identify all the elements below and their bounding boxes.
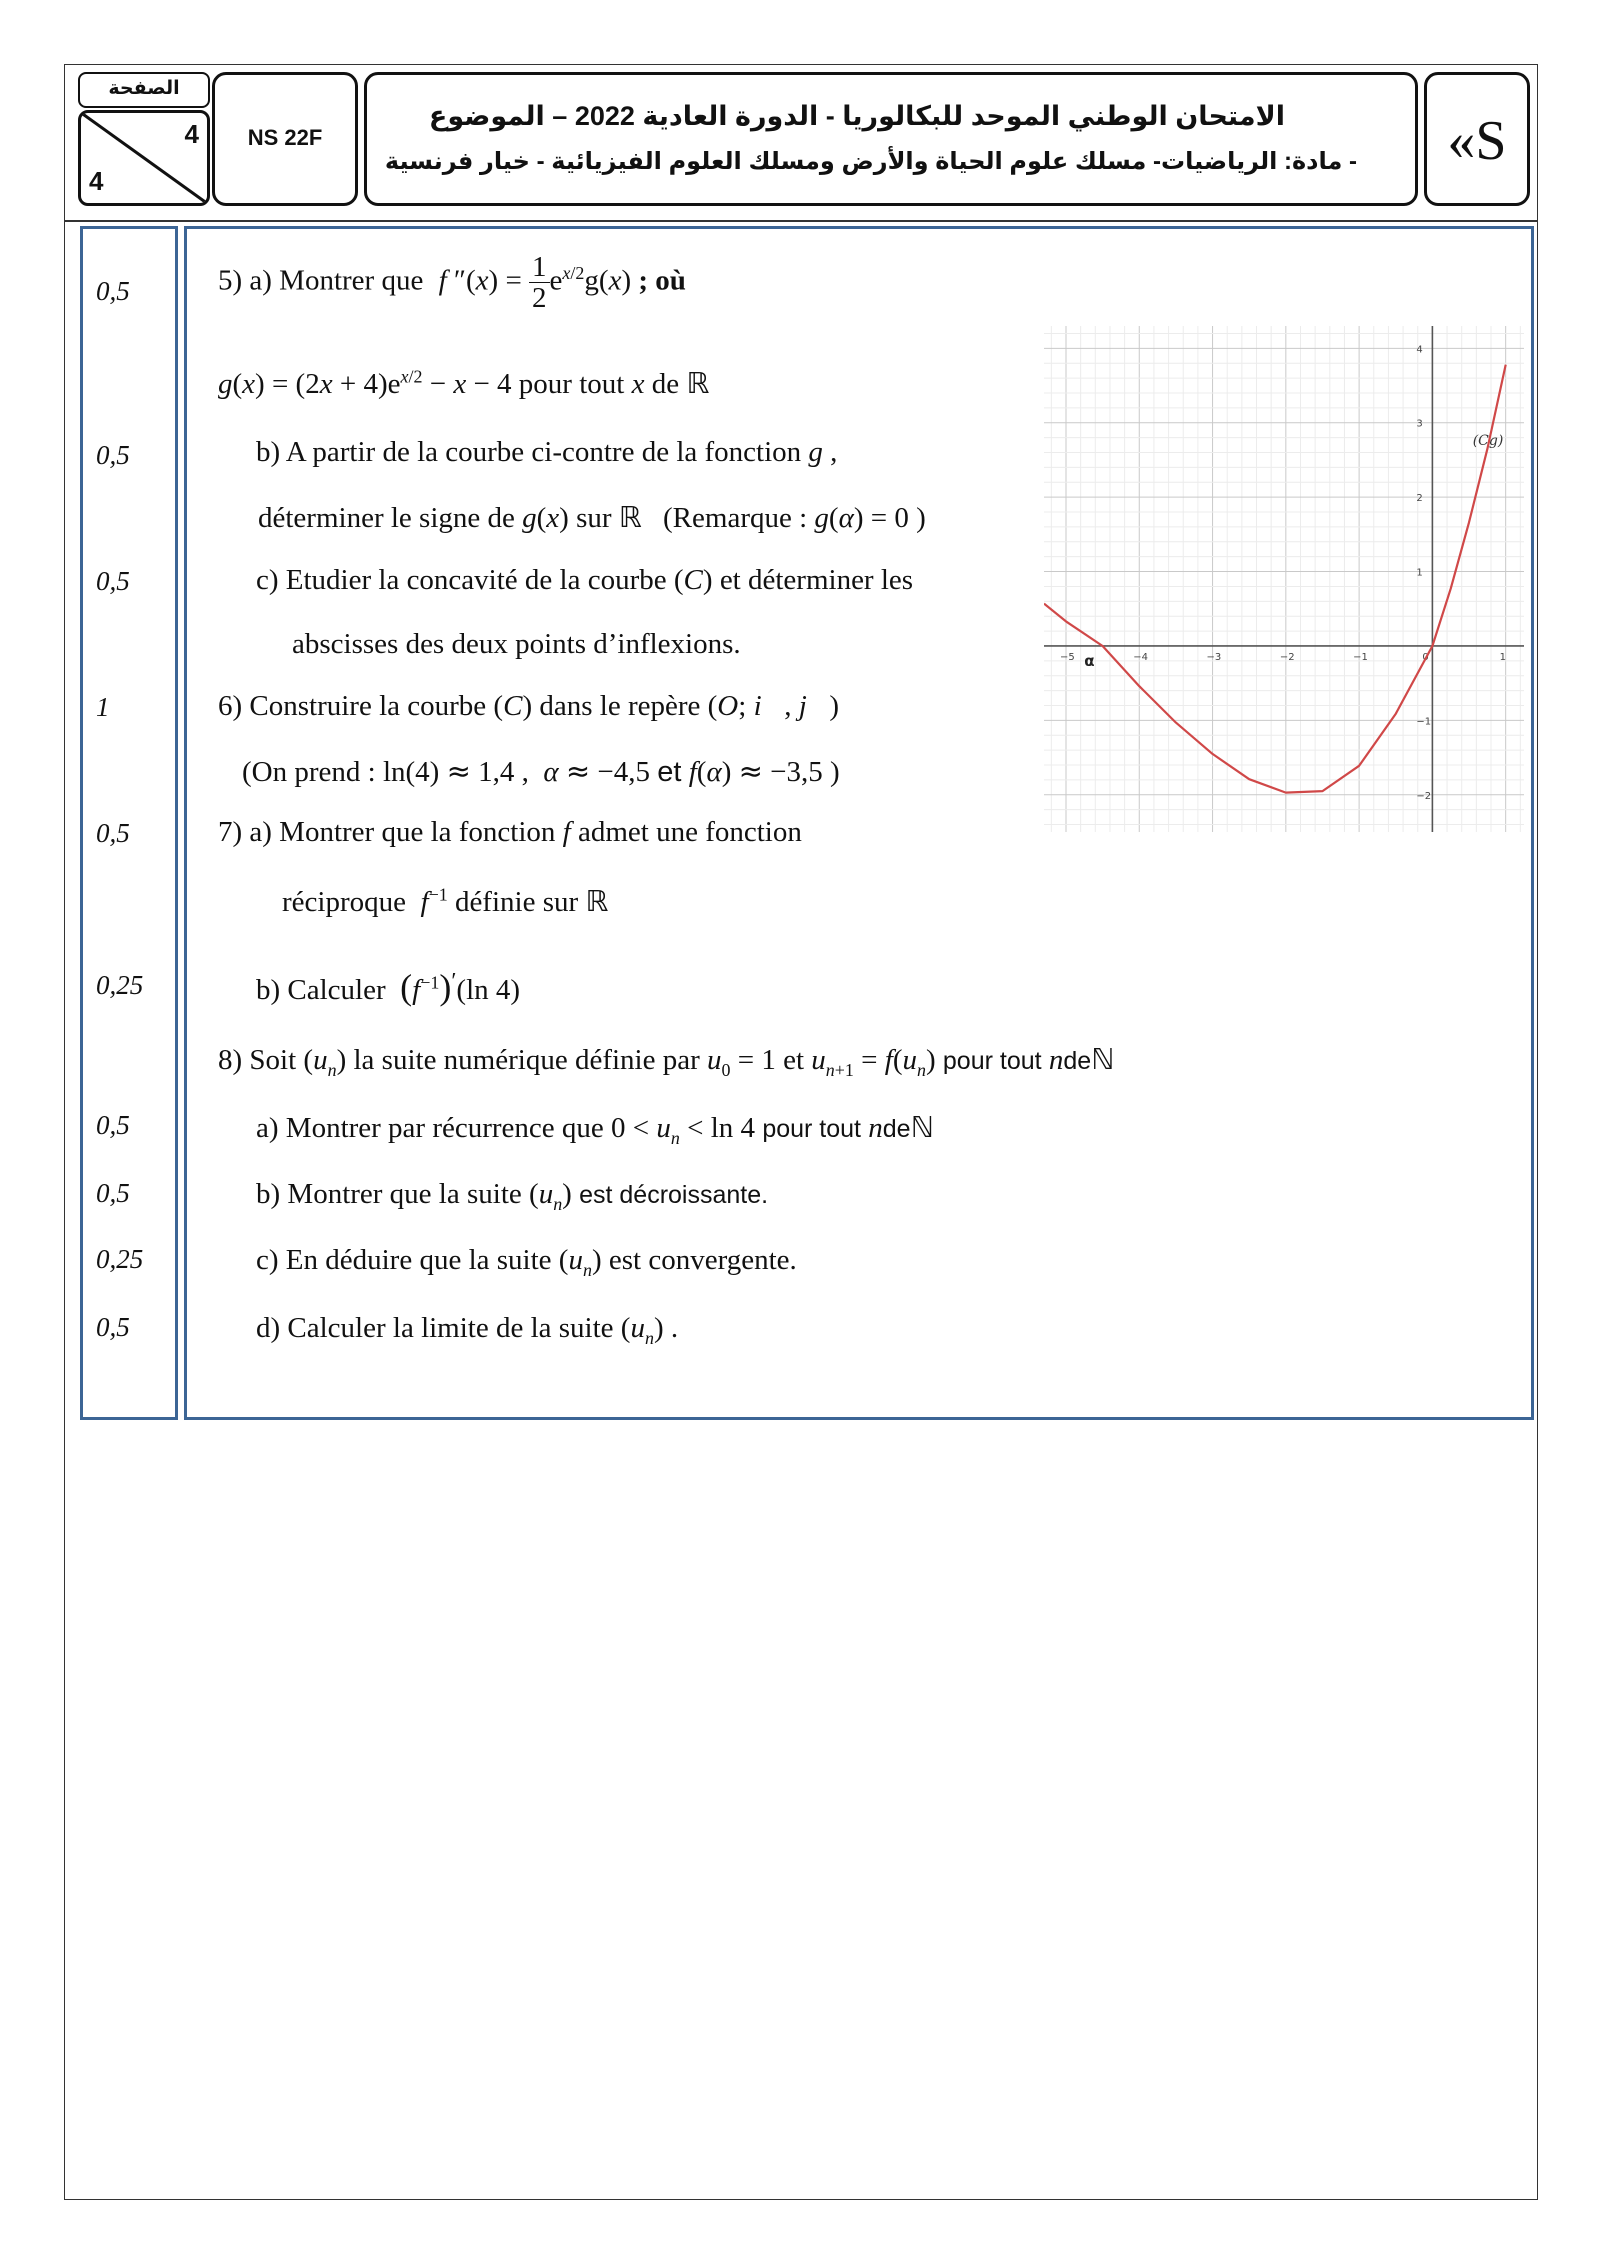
- q6-text: 6) Construire la courbe: [218, 690, 487, 722]
- q6-tail: dans le repère: [539, 690, 701, 722]
- q5c-line1: c) Etudier la concavité de la courbe (C) et déterminer les: [256, 564, 914, 596]
- x-tick-label: 0: [1422, 651, 1429, 663]
- y-tick-label: 3: [1416, 418, 1423, 430]
- alpha-label: α: [1084, 651, 1095, 670]
- g-curve-line: [1044, 365, 1506, 793]
- q6-on-prend: (On prend :: [242, 756, 376, 788]
- curve-label: (Cg): [1472, 433, 1504, 450]
- exam-code-box: [212, 72, 358, 206]
- q5a-line: [218, 252, 686, 314]
- q8b-line: b) Montrer que la suite $(u_n)$ est décroissante.: [256, 1178, 769, 1214]
- q8b-text: b) Montrer que la suite: [256, 1178, 522, 1210]
- q8-intro-line: 8) Soit $(u_n)$ la suite numérique définie par $u_0 = 1$ et $u_{n+1} = f(u_n)$ pour tout ndeℕ: [218, 1042, 1115, 1080]
- page-total: 4: [89, 166, 104, 196]
- q8-intro: 8) Soit: [218, 1044, 297, 1076]
- g-def-de: de: [651, 368, 680, 400]
- x-tick-label: −2: [1279, 651, 1295, 663]
- page-word-box: [78, 72, 210, 108]
- x-tick-label: −5: [1059, 651, 1075, 663]
- page-number-box: [78, 110, 210, 206]
- x-tick-label: −1: [1353, 651, 1368, 663]
- q5b-sur: sur: [576, 502, 612, 534]
- points-q5c: 0,5: [96, 566, 130, 596]
- q7a-text: 7) a) Montrer que la fonction: [218, 816, 556, 848]
- points-q8c: 0,25: [96, 1244, 144, 1274]
- points-q8d: 0,5: [96, 1312, 130, 1342]
- y-tick-label: −2: [1416, 790, 1432, 802]
- exam-code: NS 22F: [247, 125, 323, 150]
- page-current: 4: [184, 119, 199, 149]
- q8a-text: a) Montrer par récurrence que: [256, 1112, 604, 1144]
- q8-intro-mid: la suite numérique définie par: [353, 1044, 700, 1076]
- g-def-tail: pour tout: [518, 368, 625, 400]
- q6-line2: (On prend : ln(4) ≈ 1,4 , α ≈ −4,5 et f(α) ≈ −3,5 ): [242, 754, 840, 788]
- exam-title-line2: - مادة: الرياضيات- مسلك علوم الحياة والأرض ومسلك العلوم الفيزيائية - خيار فرنسية: [384, 148, 1357, 175]
- q8c-tail: est convergente.: [608, 1244, 797, 1276]
- exam-title-box: [364, 72, 1418, 206]
- y-tick-label: 2: [1416, 493, 1423, 505]
- points-q7a: 0,5: [96, 818, 130, 848]
- q5c-line2: abscisses des deux points d’inflexions.: [292, 628, 741, 660]
- y-tick-label: −1: [1416, 716, 1432, 728]
- points-q6: 1: [96, 692, 110, 722]
- q8-de: de: [1063, 1047, 1092, 1075]
- g-definition: $g(x) = (2x + 4)e^{x/2} - x - 4$ pour tout x de ℝ: [218, 366, 710, 400]
- q8c-line: c) En déduire que la suite $(u_n)$ est convergente.: [256, 1244, 797, 1280]
- q7a-line1: 7) a) Montrer que la fonction f admet une fonction: [218, 816, 802, 848]
- q8-et: et: [783, 1044, 805, 1076]
- g-curve-graph: [1044, 326, 1524, 832]
- logo-box: [1424, 72, 1530, 206]
- q8b-tail: est décroissante.: [579, 1181, 769, 1209]
- points-q7b: 0,25: [96, 970, 144, 1000]
- q8d-line: d) Calculer la limite de la suite $(u_n)$ .: [256, 1312, 679, 1348]
- q7a-line2-tail: définie sur: [454, 886, 579, 918]
- x-tick-label: 1: [1499, 651, 1507, 663]
- q5b-remarque: (Remarque :: [663, 502, 808, 534]
- points-q8b: 0,5: [96, 1178, 130, 1208]
- y-tick-label: 1: [1416, 567, 1423, 579]
- header-separator: [64, 220, 1538, 222]
- q8d-text: d) Calculer la limite de la suite: [256, 1312, 614, 1344]
- q8-pour-tout: pour tout: [942, 1047, 1042, 1075]
- q5b-line2-text: déterminer le signe de: [258, 502, 515, 534]
- logo: «S: [1447, 110, 1507, 172]
- q7a-line2: réciproque $f^{-1}$ définie sur ℝ: [282, 884, 609, 918]
- q5b-line1: b) A partir de la courbe ci-contre de la fonction g ,: [256, 436, 838, 468]
- x-tick-label: −4: [1133, 651, 1149, 663]
- q5c-text: c) Etudier la concavité de la courbe: [256, 564, 667, 596]
- q5b-line2: déterminer le signe de g(x) sur ℝ (Remarque : g(α) = 0 ): [258, 500, 926, 534]
- q7a-tail: admet une fonction: [577, 816, 802, 848]
- points-q5b: 0,5: [96, 440, 130, 470]
- q8c-text: c) En déduire que la suite: [256, 1244, 552, 1276]
- q7b-line: b) Calculer $(f^{-1})'(\ln$ 4): [256, 967, 521, 1007]
- q5a-where: ; où: [638, 264, 686, 297]
- q5a-formula: f ″(x) = $\frac{1}{2}$ $e^{x/2}g(x)$: [438, 251, 632, 315]
- q7a-line2-text: réciproque: [282, 886, 406, 918]
- q5b-text: b) A partir de la courbe ci-contre de la fonction: [256, 436, 802, 468]
- q6-line1: 6) Construire la courbe (C) dans le repère (O; i⃗, j⃗): [218, 690, 839, 722]
- q7b-text: b) Calculer: [256, 974, 386, 1006]
- x-tick-label: −3: [1206, 651, 1222, 663]
- points-q5a: 0,5: [96, 276, 130, 306]
- q5c-tail: et déterminer les: [719, 564, 914, 596]
- page-word: الصفحة: [108, 78, 180, 99]
- q8a-pour-tout: pour tout: [762, 1115, 861, 1143]
- exam-title-line1: الامتحان الوطني الموحد للبكالوريا - الدورة العادية 2022 – الموضوع: [428, 101, 1285, 131]
- q8a-de: de: [882, 1115, 911, 1143]
- points-q8a: 0,5: [96, 1110, 130, 1140]
- q8a-line: a) Montrer par récurrence que $0 < u_n < \ln 4$ pour tout ndeℕ: [256, 1110, 934, 1148]
- q5a-intro: 5) a) Montrer que: [218, 264, 424, 297]
- y-tick-label: 4: [1416, 344, 1423, 356]
- q6-et: et: [657, 756, 682, 788]
